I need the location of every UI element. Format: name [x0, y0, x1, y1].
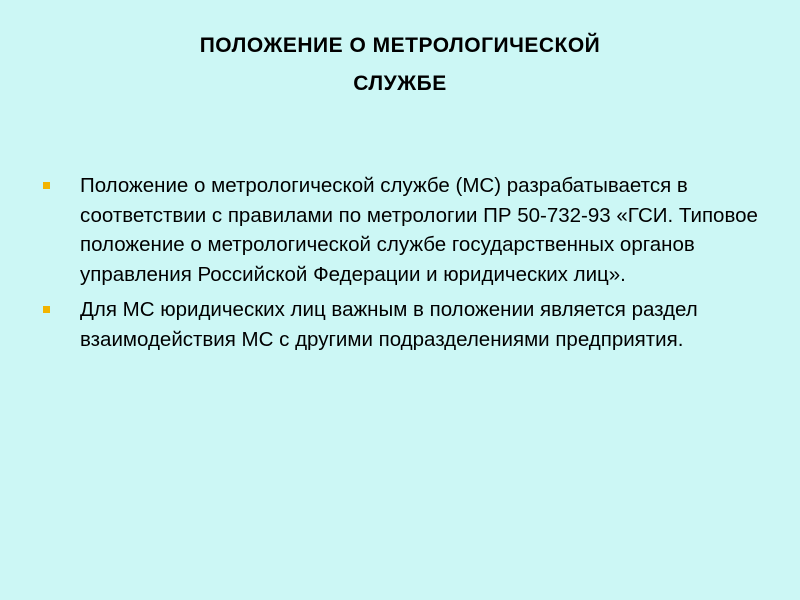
bullet-list: [40, 171, 770, 360]
slide-title-line-1: ПОЛОЖЕНИЕ О МЕТРОЛОГИЧЕСКОЙ: [199, 34, 601, 57]
slide-title: [60, 27, 740, 103]
bullet-item: [40, 295, 770, 354]
bullet-text: Для МС юридических лиц важным в положении является раздел взаимодействия МС с другими подразделениями предприятия.: [80, 298, 698, 351]
bullet-text: Положение о метрологической службе (МС) разрабатывается в соответствии с правилами по метрологии ПР 50-732-93 «ГСИ. Типовое положение о метрологической службе государственных органов управления Российской Федерации и юридических лиц».: [80, 174, 758, 286]
slide-title-line-2: СЛУЖБЕ: [353, 72, 447, 95]
square-bullet-icon: [43, 306, 50, 313]
bullet-item: [40, 171, 770, 289]
square-bullet-icon: [43, 182, 50, 189]
